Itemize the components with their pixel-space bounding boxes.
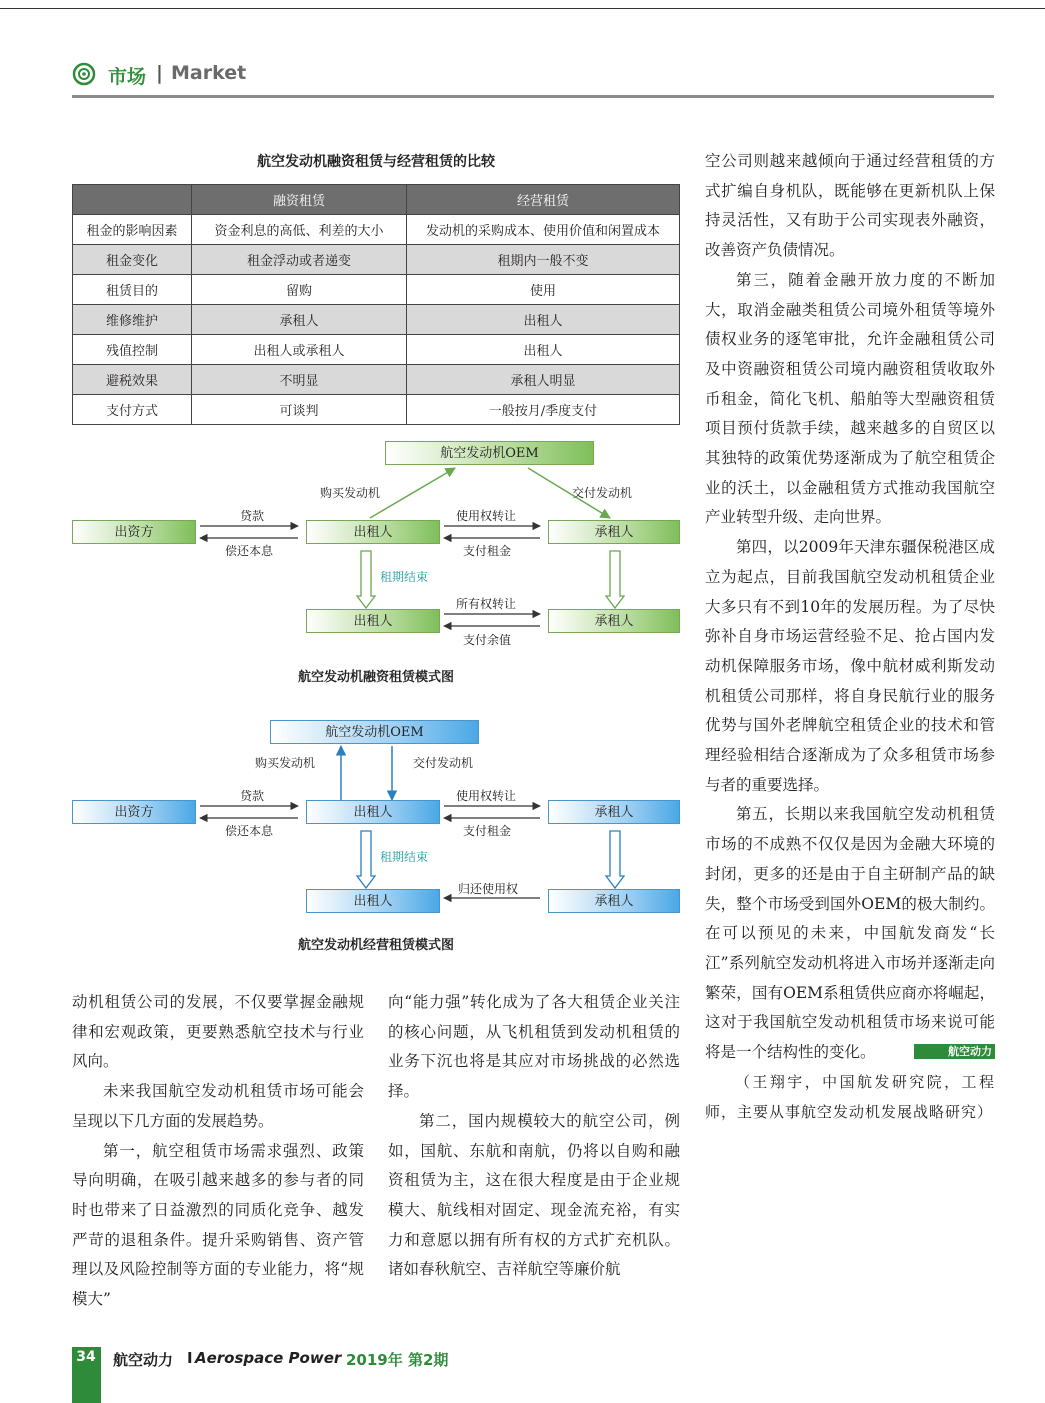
table-cell: 一般按月/季度支付 xyxy=(407,395,680,425)
lessor-box: 出租人 xyxy=(306,520,440,544)
repay-label: 偿还本息 xyxy=(225,824,274,838)
table-cell: 不明显 xyxy=(192,365,407,395)
paragraph xyxy=(705,800,995,1067)
buy-engine-label: 购买发动机 xyxy=(255,756,316,770)
pay-residual-label: 支付余值 xyxy=(463,633,512,647)
footer-divider xyxy=(100,1347,101,1403)
table-header-cell: 融资租赁 xyxy=(192,185,407,215)
lessor-box-end: 出租人 xyxy=(306,609,440,633)
deliver-engine-label: 交付发动机 xyxy=(413,756,474,770)
return-use-right-label: 归还使用权 xyxy=(458,882,519,896)
table-cell: 资金利息的高低、利差的大小 xyxy=(192,215,407,245)
table-cell: 出租人 xyxy=(407,305,680,335)
paragraph: 向“能力强”转化成为了各大租赁企业关注的核心问题，从飞机租赁到发动机租赁的业务下沉也将是其应对市场挑战的必然选择。 xyxy=(388,993,680,1101)
paragraph-text: 第五，长期以来我国航空发动机租赁市场的不成熟不仅仅是因为金融大环境的封闭，更多的还是由于自主研制产品的缺失，整个市场受到国外OEM的极大制约。在可以预见的未来，中国航发商发“长江”系列航空发动机将进入市场并逐渐走向繁荣，国有OEM系租赁供应商亦将崛起，这对于我国航空发动机租赁市场来说可能将是一个结构性的变化。 xyxy=(705,805,995,1062)
term-end-label: 租期结束 xyxy=(380,850,429,864)
paragraph: 第二，国内规模较大的航空公司，例如，国航、东航和南航，仍将以自购和融资租赁为主，这在很大程度是由于企业规模大、航线相对固定、现金流充裕，有实力和意愿以拥有所有权的方式扩充机队。诸如春秋航空、吉祥航空等廉价航 xyxy=(388,1111,680,1279)
table-cell: 租金的影响因素 xyxy=(73,215,192,245)
lessor-box: 出租人 xyxy=(306,800,440,824)
buy-engine-label: 购买发动机 xyxy=(320,486,381,500)
repay-label: 偿还本息 xyxy=(225,544,274,558)
table-cell: 可谈判 xyxy=(192,395,407,425)
oem-box: 航空发动机OEM xyxy=(385,441,594,465)
section-separator: | xyxy=(156,62,163,84)
table-cell: 承租人 xyxy=(192,305,407,335)
paragraph: 第三，随着金融开放力度的不断加大，取消金融类租赁公司境外租赁等境外债权业务的逐笔审批，允许金融租赁公司及中资融资租赁公司境内融资租赁收取外币租金，简化飞机、船舶等大型融资租赁项目预付货款手续，越来越多的自贸区以其独特的政策优势逐渐成为了航空租赁企业的沃土，以金融租赁方式推动我国航空产业转型升级、走向世界。 xyxy=(705,270,995,527)
table-cell: 出租人或承租人 xyxy=(192,335,407,365)
investor-box: 出资方 xyxy=(72,800,196,824)
issue-label: 2019年 第2期 xyxy=(346,1351,449,1369)
table-cell: 使用 xyxy=(407,275,680,305)
paragraph: 未来我国航空发动机租赁市场可能会呈现以下几方面的发展趋势。 xyxy=(72,1082,364,1130)
diagram2-caption: 航空发动机经营租赁模式图 xyxy=(297,938,454,953)
table-cell: 租金变化 xyxy=(73,245,192,275)
table-header-cell: 经营租赁 xyxy=(407,185,680,215)
table-cell: 租期内一般不变 xyxy=(407,245,680,275)
table-cell: 避税效果 xyxy=(73,365,192,395)
text-column-1 xyxy=(72,988,364,1315)
pay-rent-label: 支付租金 xyxy=(463,824,512,838)
end-mark-logo: 航空动力 xyxy=(914,1044,995,1059)
use-right-label: 使用权转让 xyxy=(456,509,517,523)
oem-box: 航空发动机OEM xyxy=(270,720,479,744)
text-column-3 xyxy=(705,147,995,1127)
lessor-box-end: 出租人 xyxy=(306,889,440,913)
journal-name-cn: 航空动力 xyxy=(113,1351,174,1369)
paragraph: 空公司则越来越倾向于通过经营租赁的方式扩编自身机队，既能够在更新机队上保持灵活性，又有助于公司实现表外融资，改善资产负债情况。 xyxy=(705,152,995,260)
loan-label: 贷款 xyxy=(240,509,265,523)
text-column-2 xyxy=(388,988,680,1285)
investor-box: 出资方 xyxy=(72,520,196,544)
table-title: 航空发动机融资租赁与经营租赁的比较 xyxy=(257,154,495,170)
table-cell: 留购 xyxy=(192,275,407,305)
table-cell: 维修维护 xyxy=(73,305,192,335)
diagram1-caption: 航空发动机融资租赁模式图 xyxy=(297,670,454,685)
table-cell: 出租人 xyxy=(407,335,680,365)
use-right-label: 使用权转让 xyxy=(456,789,517,803)
lessee-box-end: 承租人 xyxy=(548,889,680,913)
page-number: 34 xyxy=(76,1349,96,1365)
lessee-box-end: 承租人 xyxy=(548,609,680,633)
journal-name-en: Aerospace Power xyxy=(195,1349,342,1367)
lessee-box: 承租人 xyxy=(548,520,680,544)
paragraph: 动机租赁公司的发展，不仅要掌握金融规律和宏观政策，更要熟悉航空技术与行业风向。 xyxy=(72,993,364,1071)
lessee-box: 承租人 xyxy=(548,800,680,824)
section-title-cn: 市场 xyxy=(108,66,147,88)
journal-separator: I xyxy=(187,1349,193,1367)
table-cell: 租赁目的 xyxy=(73,275,192,305)
deliver-engine-label: 交付发动机 xyxy=(572,486,633,500)
ownership-transfer-label: 所有权转让 xyxy=(456,597,517,611)
table-cell: 残值控制 xyxy=(73,335,192,365)
paragraph: 第四，以2009年天津东疆保税港区成立为起点，目前我国航空发动机租赁企业大多只有不到10年的发展历程。为了尽快弥补自身市场运营经验不足、抢占国内发动机保障服务市场，像中航材威利斯发动机租赁公司那样，将自身民航行业的服务优势与国外老牌航空租赁企业的技术和管理经验相结合逐渐成为了众多租赁市场参与者的重要选择。 xyxy=(705,538,995,794)
pay-rent-label: 支付租金 xyxy=(463,544,512,558)
section-title-en: Market xyxy=(171,62,247,84)
table-cell: 支付方式 xyxy=(73,395,192,425)
table-cell: 承租人明显 xyxy=(407,365,680,395)
author-note: （王翔宇，中国航发研究院，工程师，主要从事航空发动机发展战略研究） xyxy=(705,1072,995,1121)
term-end-label: 租期结束 xyxy=(380,570,429,584)
table-cell: 租金浮动或者递变 xyxy=(192,245,407,275)
loan-label: 贷款 xyxy=(240,789,265,803)
table-cell: 发动机的采购成本、使用价值和闲置成本 xyxy=(407,215,680,245)
paragraph: 第一，航空租赁市场需求强烈、政策导向明确，在吸引越来越多的参与者的同时也带来了日益激烈的同质化竞争、越发严苛的退租条件。提升采购销售、资产管理以及风险控制等方面的专业能力，将“规模大” xyxy=(72,1141,364,1309)
